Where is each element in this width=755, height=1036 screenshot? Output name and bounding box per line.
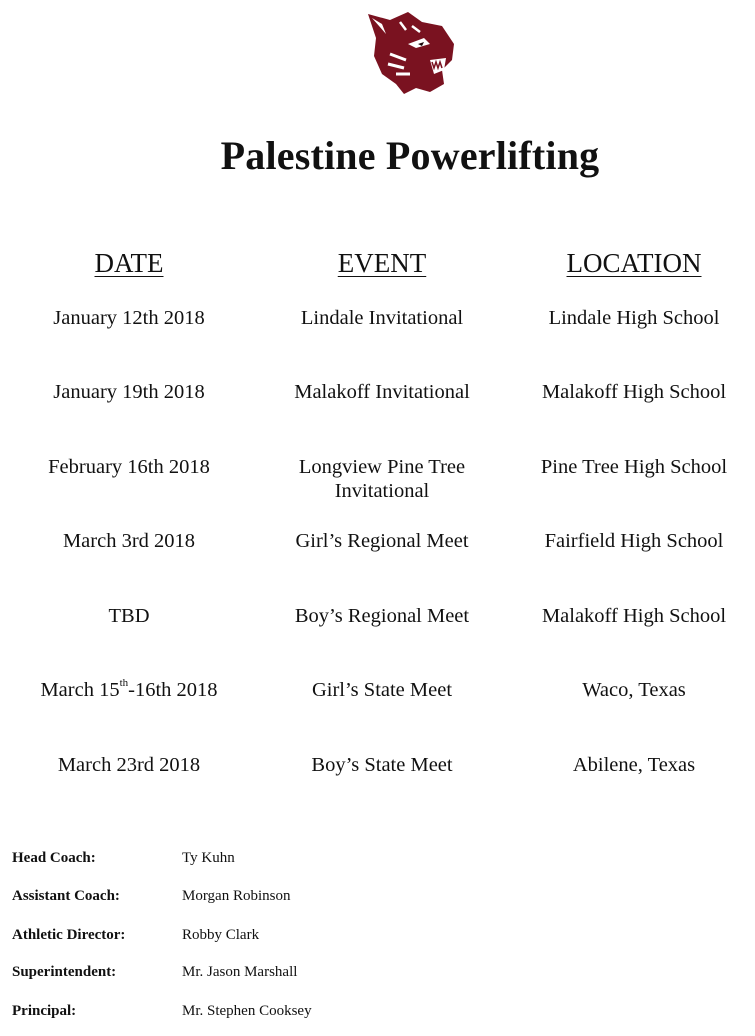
- location-cell: Waco, Texas: [582, 679, 686, 701]
- location-cell: Malakoff High School: [541, 605, 727, 627]
- staff-name: Robby Clark: [182, 927, 260, 943]
- staff-name: Mr. Stephen Cooksey: [182, 1003, 312, 1019]
- event-cell: Girl’s Regional Meet: [295, 530, 469, 552]
- event-cell: Lindale Invitational: [300, 307, 464, 329]
- column-header-location: LOCATION: [566, 248, 702, 278]
- date-cell: [20, 678, 238, 702]
- staff-row: [0, 888, 755, 908]
- schedule-row: [0, 604, 755, 664]
- event-cell: Boy’s Regional Meet: [294, 605, 470, 627]
- staff-name: Morgan Robinson: [182, 888, 291, 904]
- event-cell: Girl’s State Meet: [311, 679, 453, 701]
- date-cell: March 23rd 2018: [57, 754, 201, 776]
- date-cell: February 16th 2018: [48, 456, 210, 478]
- staff-row: [0, 927, 755, 947]
- location-cell: Fairfield High School: [544, 530, 724, 552]
- schedule-row: [0, 678, 755, 738]
- staff-role: Head Coach:: [12, 850, 96, 866]
- staff-row: [0, 964, 755, 984]
- location-cell: Pine Tree High School: [540, 456, 728, 478]
- date-part: -16th 2018: [128, 679, 218, 701]
- staff-role: Superintendent:: [12, 964, 117, 980]
- date-cell: March 3rd 2018: [62, 530, 196, 552]
- column-header-event: EVENT: [337, 248, 427, 278]
- staff-role: Assistant Coach:: [12, 888, 120, 904]
- event-cell: Boy’s State Meet: [311, 754, 453, 776]
- schedule-row: [0, 306, 755, 366]
- staff-name: Ty Kuhn: [182, 850, 235, 866]
- date-cell: TBD: [108, 605, 150, 627]
- date-part: March 15: [40, 679, 120, 701]
- location-cell: Abilene, Texas: [572, 754, 696, 776]
- staff-role: Principal:: [12, 1003, 77, 1019]
- staff-name: Mr. Jason Marshall: [182, 964, 298, 980]
- location-cell: Lindale High School: [548, 307, 720, 329]
- staff-row: [0, 850, 755, 870]
- page-title: Palestine Powerlifting: [220, 133, 600, 178]
- location-cell: Malakoff High School: [541, 381, 727, 403]
- event-cell: Malakoff Invitational: [294, 381, 470, 403]
- event-line-1: Longview Pine Tree: [298, 456, 466, 478]
- schedule-row: [0, 455, 755, 515]
- schedule-row: [0, 753, 755, 813]
- date-superscript: th: [119, 677, 129, 690]
- staff-row: [0, 1003, 755, 1023]
- date-cell: January 12th 2018: [53, 307, 205, 329]
- schedule-row: [0, 380, 755, 440]
- date-cell: January 19th 2018: [53, 381, 205, 403]
- event-cell: [268, 455, 496, 503]
- staff-role: Athletic Director:: [12, 927, 126, 943]
- schedule-row: [0, 529, 755, 589]
- column-header-date: DATE: [94, 248, 164, 278]
- wildcat-logo-icon: [360, 4, 460, 104]
- event-line-2: Invitational: [334, 480, 430, 502]
